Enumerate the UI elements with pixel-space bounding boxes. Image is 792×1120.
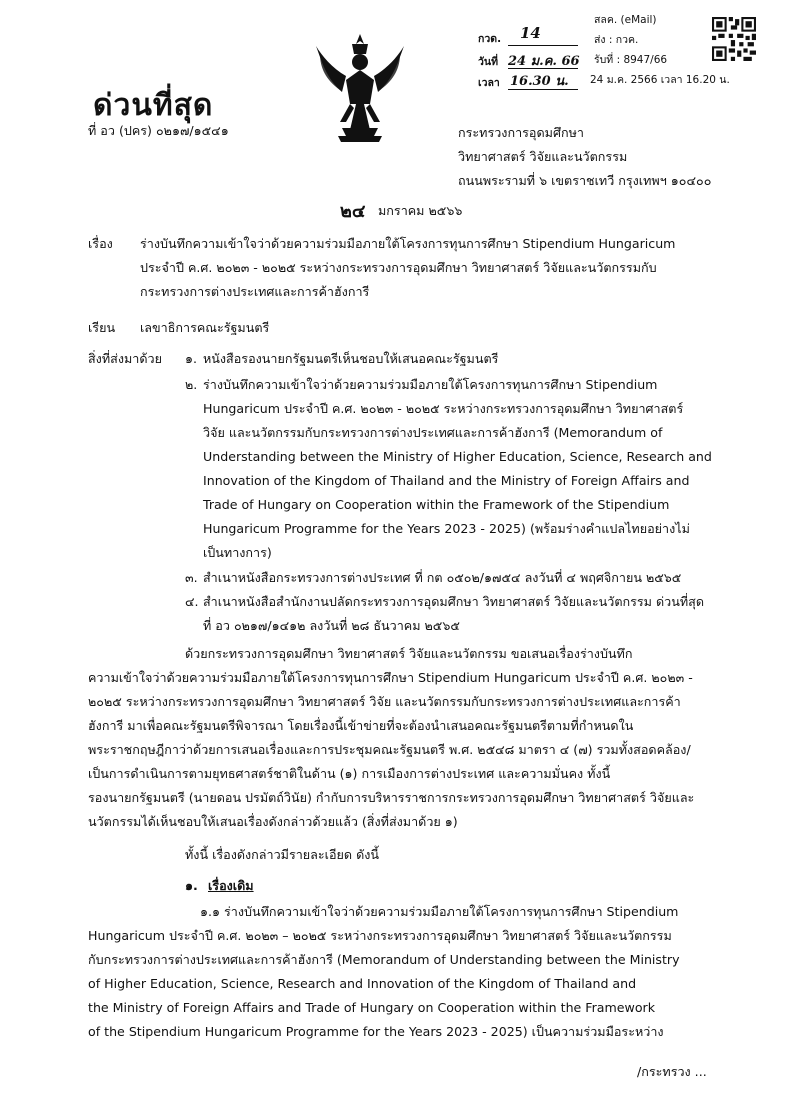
enclosure-number: ๑.	[185, 351, 197, 366]
section1-1-line: กับกระทรวงการต่างประเทศและการค้าฮังการี (Memorandum of Understanding between the Ministry	[88, 952, 680, 967]
subject-line3: กระทรวงการต่างประเทศและการค้าฮังการี	[140, 284, 370, 299]
enclosure-line: Trade of Hungary on Cooperation within the Framework of the Stipendium	[203, 497, 670, 512]
enclosure-line: Understanding between the Ministry of Higher Education, Science, Research and	[203, 449, 712, 464]
enclosure-line: Innovation of the Kingdom of Thailand and the Ministry of Foreign Affairs and	[203, 473, 690, 488]
receipt-time-label: เวลา	[478, 77, 500, 89]
body-line: ๒๐๒๕ ระหว่างกระทรวงการอุดมศึกษา วิทยาศาสตร์ วิจัย และนวัตกรรมกับกระทรวงการต่างประเทศและการค้า	[88, 694, 681, 709]
email-stamp-line4: 24 ม.ค. 2566 เวลา 16.20 น.	[590, 74, 730, 86]
reference-number: ที่ อว (ปคร) ๐๒๑๗/๑๕๔๑	[88, 123, 229, 138]
section1-1-line: of the Stipendium Hungaricum Programme for the Years 2023 - 2025) เป็นความร่วมมือระหว่าง	[88, 1024, 664, 1039]
date-day: ๒๔	[340, 201, 366, 222]
qr-code-icon	[712, 17, 756, 61]
section1-1-line: the Ministry of Foreign Affairs and Trade of Hungary on Cooperation within the Framework	[88, 1000, 656, 1015]
enclosure-number: ๔.	[185, 594, 199, 609]
sender-line1: กระทรวงการอุดมศึกษา	[458, 125, 584, 140]
body-line: ความเข้าใจว่าด้วยความร่วมมือภายใต้โครงการทุนการศึกษา Stipendium Hungaricum ประจำปี ค.ศ. ๒๐๒๓ -	[88, 670, 693, 685]
enclosure-line: เป็นทางการ)	[203, 545, 272, 560]
receipt-time-value: 16.30 น.	[510, 74, 569, 89]
date-month-year: มกราคม ๒๕๖๖	[378, 203, 463, 218]
enclosure-number: ๒.	[185, 377, 198, 392]
sender-line2: วิทยาศาสตร์ วิจัยและนวัตกรรม	[458, 149, 628, 164]
body-line: ฮังการี มาเพื่อคณะรัฐมนตรีพิจารณา โดยเรื่องนี้เข้าข่ายที่จะต้องนำเสนอคณะรัฐมนตรีตามที่กำหนดใน	[88, 718, 634, 733]
urgency-heading: ด่วนที่สุด	[93, 88, 214, 123]
subject-label: เรื่อง	[88, 236, 113, 251]
enclosure-line: สำเนาหนังสือกระทรวงการต่างประเทศ ที่ กต ๐๕๐๒/๑๗๕๔ ลงวันที่ ๔ พฤศจิกายน ๒๕๖๕	[203, 570, 682, 585]
enclosure-line: Hungaricum ประจำปี ค.ศ. ๒๐๒๓ - ๒๐๒๕ ระหว่างกระทรวงการอุดมศึกษา วิทยาศาสตร์	[203, 401, 684, 416]
detail-intro: ทั้งนี้ เรื่องดังกล่าวมีรายละเอียด ดังนี้	[185, 847, 380, 862]
enclosure-line: ร่างบันทึกความเข้าใจว่าด้วยความร่วมมือภายใต้โครงการทุนการศึกษา Stipendium	[203, 377, 658, 392]
section1-1-line: of Higher Education, Science, Research and Innovation of the Kingdom of Thailand and	[88, 976, 637, 991]
subject-line2: ประจำปี ค.ศ. ๒๐๒๓ - ๒๐๒๕ ระหว่างกระทรวงการอุดมศึกษา วิทยาศาสตร์ วิจัยและนวัตกรรมกับ	[140, 260, 657, 275]
receipt-date-value: 24 ม.ค. 66	[508, 54, 580, 69]
addressee-label: เรียน	[88, 320, 116, 335]
enclosure-number: ๓.	[185, 570, 198, 585]
enclosure-line: สำเนาหนังสือสำนักงานปลัดกระทรวงการอุดมศึกษา วิทยาศาสตร์ วิจัยและนวัตกรรม ด่วนที่สุด	[203, 594, 705, 609]
body-line: รองนายกรัฐมนตรี (นายดอน ปรมัตถ์วินัย) กำกับการบริหารราชการกระทรวงการอุดมศึกษา วิทยาศาสตร์ วิจัยและ	[88, 790, 695, 805]
email-stamp-line2: ส่ง : กวค.	[594, 34, 639, 46]
garuda-emblem-icon	[312, 32, 408, 148]
enclosure-line: วิจัย และนวัตกรรมกับกระทรวงการต่างประเทศและการค้าฮังการี (Memorandum of	[203, 425, 663, 440]
email-stamp-line3: รับที่ : 8947/66	[594, 54, 668, 66]
section1-title: เรื่องเดิม	[208, 878, 254, 893]
body-line: นวัตกรรมได้เห็นชอบให้เสนอเรื่องดังกล่าวด้วยแล้ว (สิ่งที่ส่งมาด้วย ๑)	[88, 814, 458, 829]
section1-1-line: Hungaricum ประจำปี ค.ศ. ๒๐๒๓ – ๒๐๒๕ ระหว่างกระทรวงการอุดมศึกษา วิทยาศาสตร์ วิจัยและนวัตกรรม	[88, 928, 672, 943]
continuation-marker: /กระทรวง ...	[637, 1064, 707, 1079]
email-stamp-line1: สลค. (eMail)	[594, 14, 657, 26]
sender-line3: ถนนพระรามที่ ๖ เขตราชเทวี กรุงเทพฯ ๑๐๔๐๐	[458, 173, 712, 188]
subject-line1: ร่างบันทึกความเข้าใจว่าด้วยความร่วมมือภายใต้โครงการทุนการศึกษา Stipendium Hungaricum	[140, 236, 676, 251]
section1-1-line: ๑.๑ ร่างบันทึกความเข้าใจว่าด้วยความร่วมมือภายใต้โครงการทุนการศึกษา Stipendium	[200, 904, 679, 919]
enclosure-line: Hungaricum Programme for the Years 2023 - 2025) (พร้อมร่างคำแปลไทยอย่างไม่	[203, 521, 690, 536]
enclosures-label: สิ่งที่ส่งมาด้วย	[88, 351, 162, 366]
body-line: เป็นการดำเนินการตามยุทธศาสตร์ชาติในด้าน (๑) การเมืองการต่างประเทศ และความมั่นคง ทั้งนี้	[88, 766, 611, 781]
body-line: พระราชกฤษฎีกาว่าด้วยการเสนอเรื่องและการประชุมคณะรัฐมนตรี พ.ศ. ๒๕๔๘ มาตรา ๔ (๗) รวมทั้งสอดคล้อง/	[88, 742, 691, 757]
receipt-no-value: 14	[520, 24, 541, 42]
enclosure-line: หนังสือรองนายกรัฐมนตรีเห็นชอบให้เสนอคณะรัฐมนตรี	[203, 351, 499, 366]
stamp-underline	[508, 89, 578, 90]
body-line: ด้วยกระทรวงการอุดมศึกษา วิทยาศาสตร์ วิจัยและนวัตกรรม ขอเสนอเรื่องร่างบันทึก	[185, 646, 633, 661]
receipt-no-label: กวด.	[478, 33, 502, 45]
section1-number: ๑.	[185, 878, 198, 893]
receipt-date-label: วันที่	[478, 56, 498, 68]
stamp-underline	[508, 68, 578, 69]
stamp-underline	[508, 45, 578, 46]
enclosure-line: ที่ อว ๐๒๑๗/๑๔๑๒ ลงวันที่ ๒๘ ธันวาคม ๒๕๖๕	[203, 618, 460, 633]
addressee-value: เลขาธิการคณะรัฐมนตรี	[140, 320, 270, 335]
